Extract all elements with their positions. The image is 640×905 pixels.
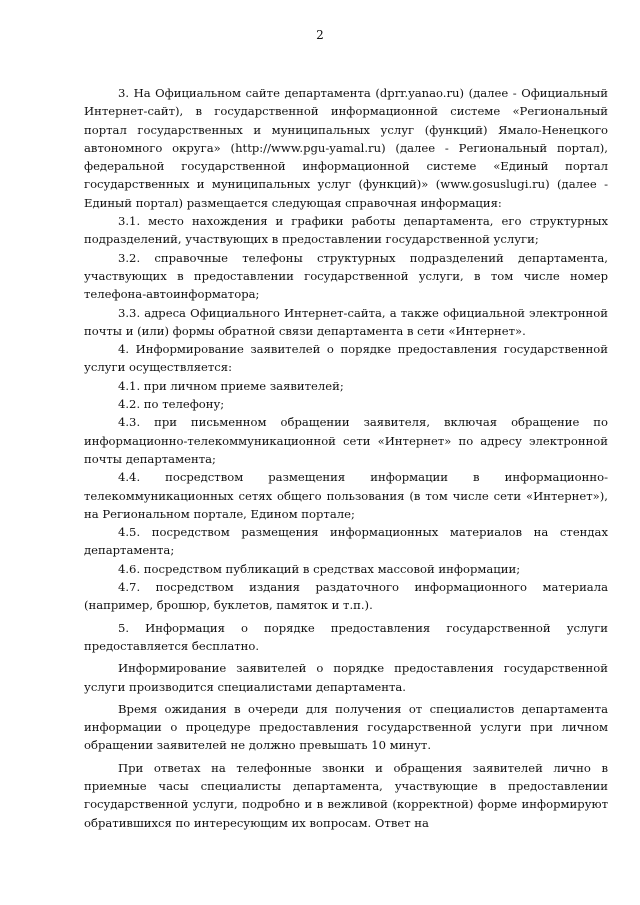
paragraph-informing: Информирование заявителей о порядке предоставления государственной услуги производится специалистами департамента. xyxy=(84,661,608,694)
paragraph-3-2: 3.2. справочные телефоны структурных подразделений департамента, участвующих в предоставлении государственной услуги, в том числе номер телефона-автоинформатора; xyxy=(84,250,608,302)
paragraph-4-2: 4.2. по телефону; xyxy=(118,397,225,412)
paragraph-waiting-time: Время ожидания в очереди для получения от специалистов департамента информации о процедуре предоставления государственной услуги при личном обращении заявителей не должно превышать 10 минут. xyxy=(84,701,608,753)
paragraph-4-3: 4.3. при письменном обращении заявителя, включая обращение по информационно-телекоммуникационной сети «Интернет» по адресу электронной почты департамента; xyxy=(84,415,608,466)
paragraph-4-7: 4.7. посредством издания раздаточного информационного материала (например, брошюр, буклетов, памяток и т.п.). xyxy=(84,580,608,613)
paragraph-4-6: 4.6. посредством публикаций в средствах массовой информации; xyxy=(118,561,521,576)
paragraph-3-3: 3.3. адреса Официального Интернет-сайта, а также официальной электронной почты и (или) формы обратной связи департамента в сети «Интернет». xyxy=(84,305,608,338)
paragraph-4-1: 4.1. при личном приеме заявителей; xyxy=(118,378,344,393)
paragraph-5: 5. Информация о порядке предоставления государственной услуги предоставляется бесплатно. xyxy=(84,620,608,653)
page-number: 2 xyxy=(316,28,324,42)
paragraph-4-4: 4.4. посредством размещения информации в информационно-телекоммуникационных сетях общего пользования (в том числе сети «Интернет»), на Региональном портале, Едином портале; xyxy=(84,470,608,521)
document-body xyxy=(84,84,608,832)
paragraph-3: 3. На Официальном сайте департамента (dprr.yanao.ru) (далее - Официальный Интернет-сайт), в государственной информационной системе «Региональный портал государственных и муниципальных услуг (функций) Ямало-Ненецкого автономного округа» (http://www.pgu-yamal.ru) (далее - Региональный портал), федеральной государственной информационной системе «Единый портал государственных и муниципальных услуг (функций)» (www.gosuslugi.ru) (далее - Единый портал) размещается следующая справочная информация: xyxy=(84,86,608,210)
paragraph-4-5: 4.5. посредством размещения информационных материалов на стендах департамента; xyxy=(84,525,608,558)
paragraph-4: 4. Информирование заявителей о порядке предоставления государственной услуги осуществляется: xyxy=(84,342,608,375)
paragraph-3-1: 3.1. место нахождения и графики работы департамента, его структурных подразделений, участвующих в предоставлении государственной услуги; xyxy=(84,214,608,247)
paragraph-phone-answers: При ответах на телефонные звонки и обращения заявителей лично в приемные часы специалисты департамента, участвующие в предоставлении государственной услуги, подробно и в вежливой (корректной) форме информируют обратившихся по интересующим их вопросам. Ответ на xyxy=(84,760,608,830)
